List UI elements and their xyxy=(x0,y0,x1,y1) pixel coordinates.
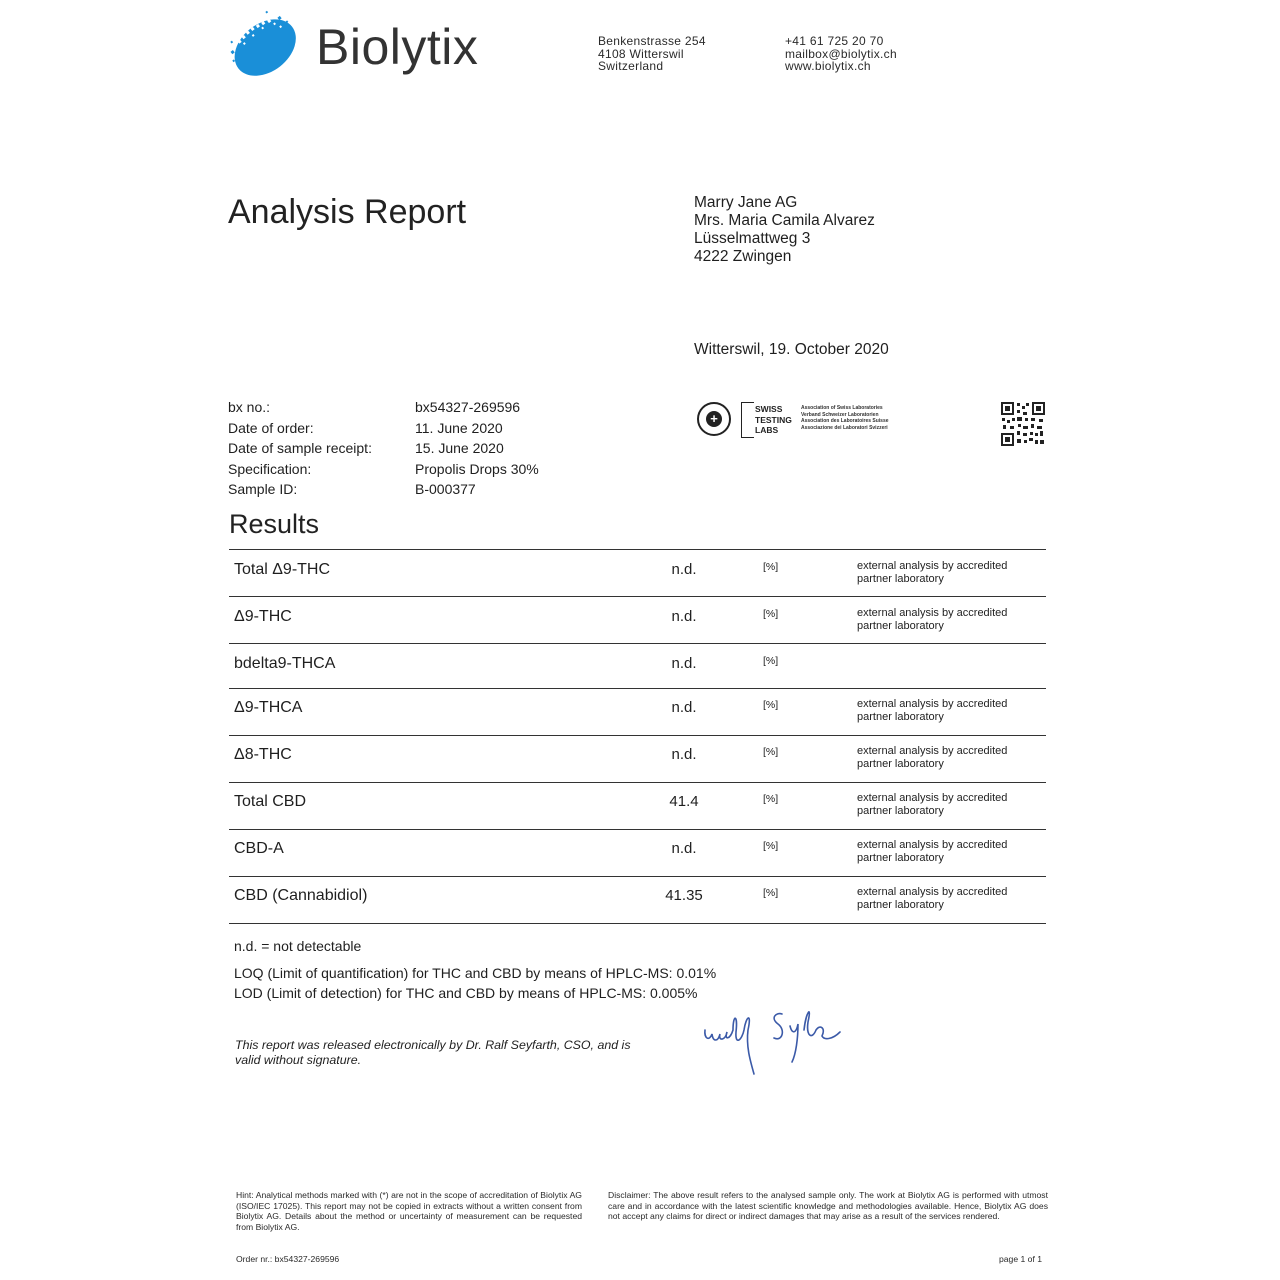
lab-contact xyxy=(785,35,897,73)
note-line: external analysis by accredited xyxy=(857,607,1008,619)
analyte-name: CBD (Cannabidiol) xyxy=(234,887,368,904)
meta-label: bx no.: xyxy=(228,399,271,415)
table-row xyxy=(229,783,1046,830)
phone-number: +41 61 725 20 70 xyxy=(785,34,884,48)
note-line: partner laboratory xyxy=(857,757,944,770)
sts-name-line: TESTING xyxy=(755,414,792,425)
note-line: external analysis by accredited xyxy=(857,745,1008,757)
biolytix-logo-icon xyxy=(226,8,302,84)
note-line: external analysis by accredited xyxy=(857,698,1008,710)
meta-label: Date of sample receipt: xyxy=(228,440,372,457)
analyte-name: Δ9-THC xyxy=(234,608,292,625)
analyte-unit: [%] xyxy=(763,655,779,667)
method-notes xyxy=(234,938,716,1003)
analyte-value: 41.4 xyxy=(669,793,699,810)
analyte-unit: [%] xyxy=(763,840,779,852)
lab-address xyxy=(598,35,706,73)
meta-value: 11. June 2020 xyxy=(415,419,503,436)
association-line: Verband Schweizer Laboratorien xyxy=(801,411,879,418)
analyte-note xyxy=(857,560,1007,585)
table-row xyxy=(229,644,1046,689)
table-row xyxy=(229,830,1046,877)
email-address: mailbox@biolytix.ch xyxy=(785,46,897,61)
analyte-note xyxy=(857,607,1007,632)
recipient-address xyxy=(694,194,875,266)
bracket-divider xyxy=(741,402,754,438)
page-number: page 1 of 1 xyxy=(999,1254,1043,1264)
release-line: valid without signature. xyxy=(235,1053,362,1067)
meta-row xyxy=(228,459,539,480)
analyte-note xyxy=(857,839,1007,864)
table-row xyxy=(229,736,1046,783)
analyte-name: Total Δ9-THC xyxy=(234,561,331,578)
note-line: partner laboratory xyxy=(857,804,944,817)
analyte-unit: [%] xyxy=(763,608,779,620)
disclaimer-text: Disclaimer: The above result refers to the analysed sample only. The work at Biolytix AG is performed with utmost care and in accordance with the latest scientific knowledge and methodologies available. Hence, Biolytix AG does not accept any claims for direct or indirect damages that may arise as a result of the services rendered. xyxy=(608,1190,1048,1222)
analyte-unit: [%] xyxy=(763,746,779,758)
analyte-note xyxy=(857,745,1007,770)
meta-row xyxy=(228,418,539,439)
note-line: partner laboratory xyxy=(857,619,944,632)
association-line: Association of Swiss Laboratories xyxy=(801,405,883,411)
note-line: external analysis by accredited xyxy=(857,560,1008,572)
note-line: external analysis by accredited xyxy=(857,839,1008,851)
analyte-name: Δ9-THCA xyxy=(234,699,303,716)
recipient-line: 4222 Zwingen xyxy=(694,248,792,265)
results-heading: Results xyxy=(229,509,320,539)
note-line: partner laboratory xyxy=(857,710,944,723)
website: www.biolytix.ch xyxy=(785,59,871,73)
address-line: 4108 Witterswil xyxy=(598,46,684,61)
note-line: partner laboratory xyxy=(857,851,944,864)
sample-info xyxy=(228,397,539,500)
brand-name: Biolytix xyxy=(316,19,479,75)
association-line: Association des Laboratoires Suisse xyxy=(801,418,889,424)
swiss-testing-labs-badge xyxy=(697,400,907,442)
table-row xyxy=(229,550,1046,597)
analyte-name: Total CBD xyxy=(234,793,307,810)
signature-image xyxy=(700,996,850,1076)
meta-row xyxy=(228,479,539,500)
swiss-cross-seal-icon: + xyxy=(697,402,731,436)
analyte-value: 41.35 xyxy=(665,887,703,904)
analyte-note xyxy=(857,886,1007,911)
report-title: Analysis Report xyxy=(228,193,467,231)
analyte-unit: [%] xyxy=(763,699,779,711)
qr-code-icon xyxy=(1001,402,1045,446)
analyte-value: n.d. xyxy=(671,840,697,857)
table-row xyxy=(229,597,1046,644)
note-line: external analysis by accredited xyxy=(857,792,1008,804)
meta-label: Sample ID: xyxy=(228,481,298,498)
note-line: partner laboratory xyxy=(857,572,944,585)
meta-row xyxy=(228,438,539,459)
meta-label: Date of order: xyxy=(228,419,314,436)
sts-name xyxy=(755,404,792,436)
analyte-name: CBD-A xyxy=(234,840,284,857)
analyte-value: n.d. xyxy=(671,561,697,578)
analyte-name: Δ8-THC xyxy=(234,746,292,763)
analyte-note xyxy=(857,792,1007,817)
note-line: partner laboratory xyxy=(857,898,944,911)
release-statement xyxy=(235,1038,631,1068)
table-row xyxy=(229,877,1046,924)
lod-note: LOD (Limit of detection) for THC and CBD by means of HPLC-MS: 0.005% xyxy=(234,984,698,1001)
address-line: Benkenstrasse 254 xyxy=(598,34,706,48)
address-line: Switzerland xyxy=(598,59,664,73)
meta-value: 15. June 2020 xyxy=(415,440,504,457)
table-row xyxy=(229,689,1046,736)
hint-text: Hint: Analytical methods marked with (*) are not in the scope of accreditation of Biolytix AG (ISO/IEC 17025). This report may not be copied in extracts without a written consent from Biolytix AG. Details about the method or uncertainty of measurement can be requested from Biolytix AG. xyxy=(236,1190,582,1232)
sts-name-line: LABS xyxy=(755,425,779,435)
loq-note: LOQ (Limit of quantification) for THC and CBD by means of HPLC-MS: 0.01% xyxy=(234,965,717,981)
sts-name-line: SWISS xyxy=(755,404,783,414)
analyte-value: n.d. xyxy=(671,608,697,625)
analyte-note xyxy=(857,698,1007,723)
meta-value: Propolis Drops 30% xyxy=(415,460,539,477)
nd-legend: n.d. = not detectable xyxy=(234,938,362,954)
analyte-unit: [%] xyxy=(763,561,779,573)
meta-value: bx54327-269596 xyxy=(415,399,521,415)
report-date: Witterswil, 19. October 2020 xyxy=(694,341,889,358)
meta-row xyxy=(228,397,539,418)
recipient-line: Mrs. Maria Camila Alvarez xyxy=(694,212,875,229)
sts-association xyxy=(801,405,889,431)
analyte-value: n.d. xyxy=(671,655,697,672)
association-line: Associazione dei Laboratori Svizzeri xyxy=(801,424,888,431)
analyte-unit: [%] xyxy=(763,793,779,805)
results-table xyxy=(229,549,1046,924)
analyte-value: n.d. xyxy=(671,746,697,763)
analyte-unit: [%] xyxy=(763,887,779,899)
note-line: external analysis by accredited xyxy=(857,886,1008,898)
release-line: This report was released electronically by Dr. Ralf Seyfarth, CSO, and is xyxy=(235,1038,631,1052)
order-number: Order nr.: bx54327-269596 xyxy=(236,1254,340,1264)
meta-value: B-000377 xyxy=(415,481,476,498)
analyte-value: n.d. xyxy=(671,699,697,716)
analyte-name: bdelta9-THCA xyxy=(234,655,336,672)
recipient-line: Marry Jane AG xyxy=(694,194,798,211)
meta-label: Specification: xyxy=(228,460,312,477)
recipient-line: Lüsselmattweg 3 xyxy=(694,230,811,247)
